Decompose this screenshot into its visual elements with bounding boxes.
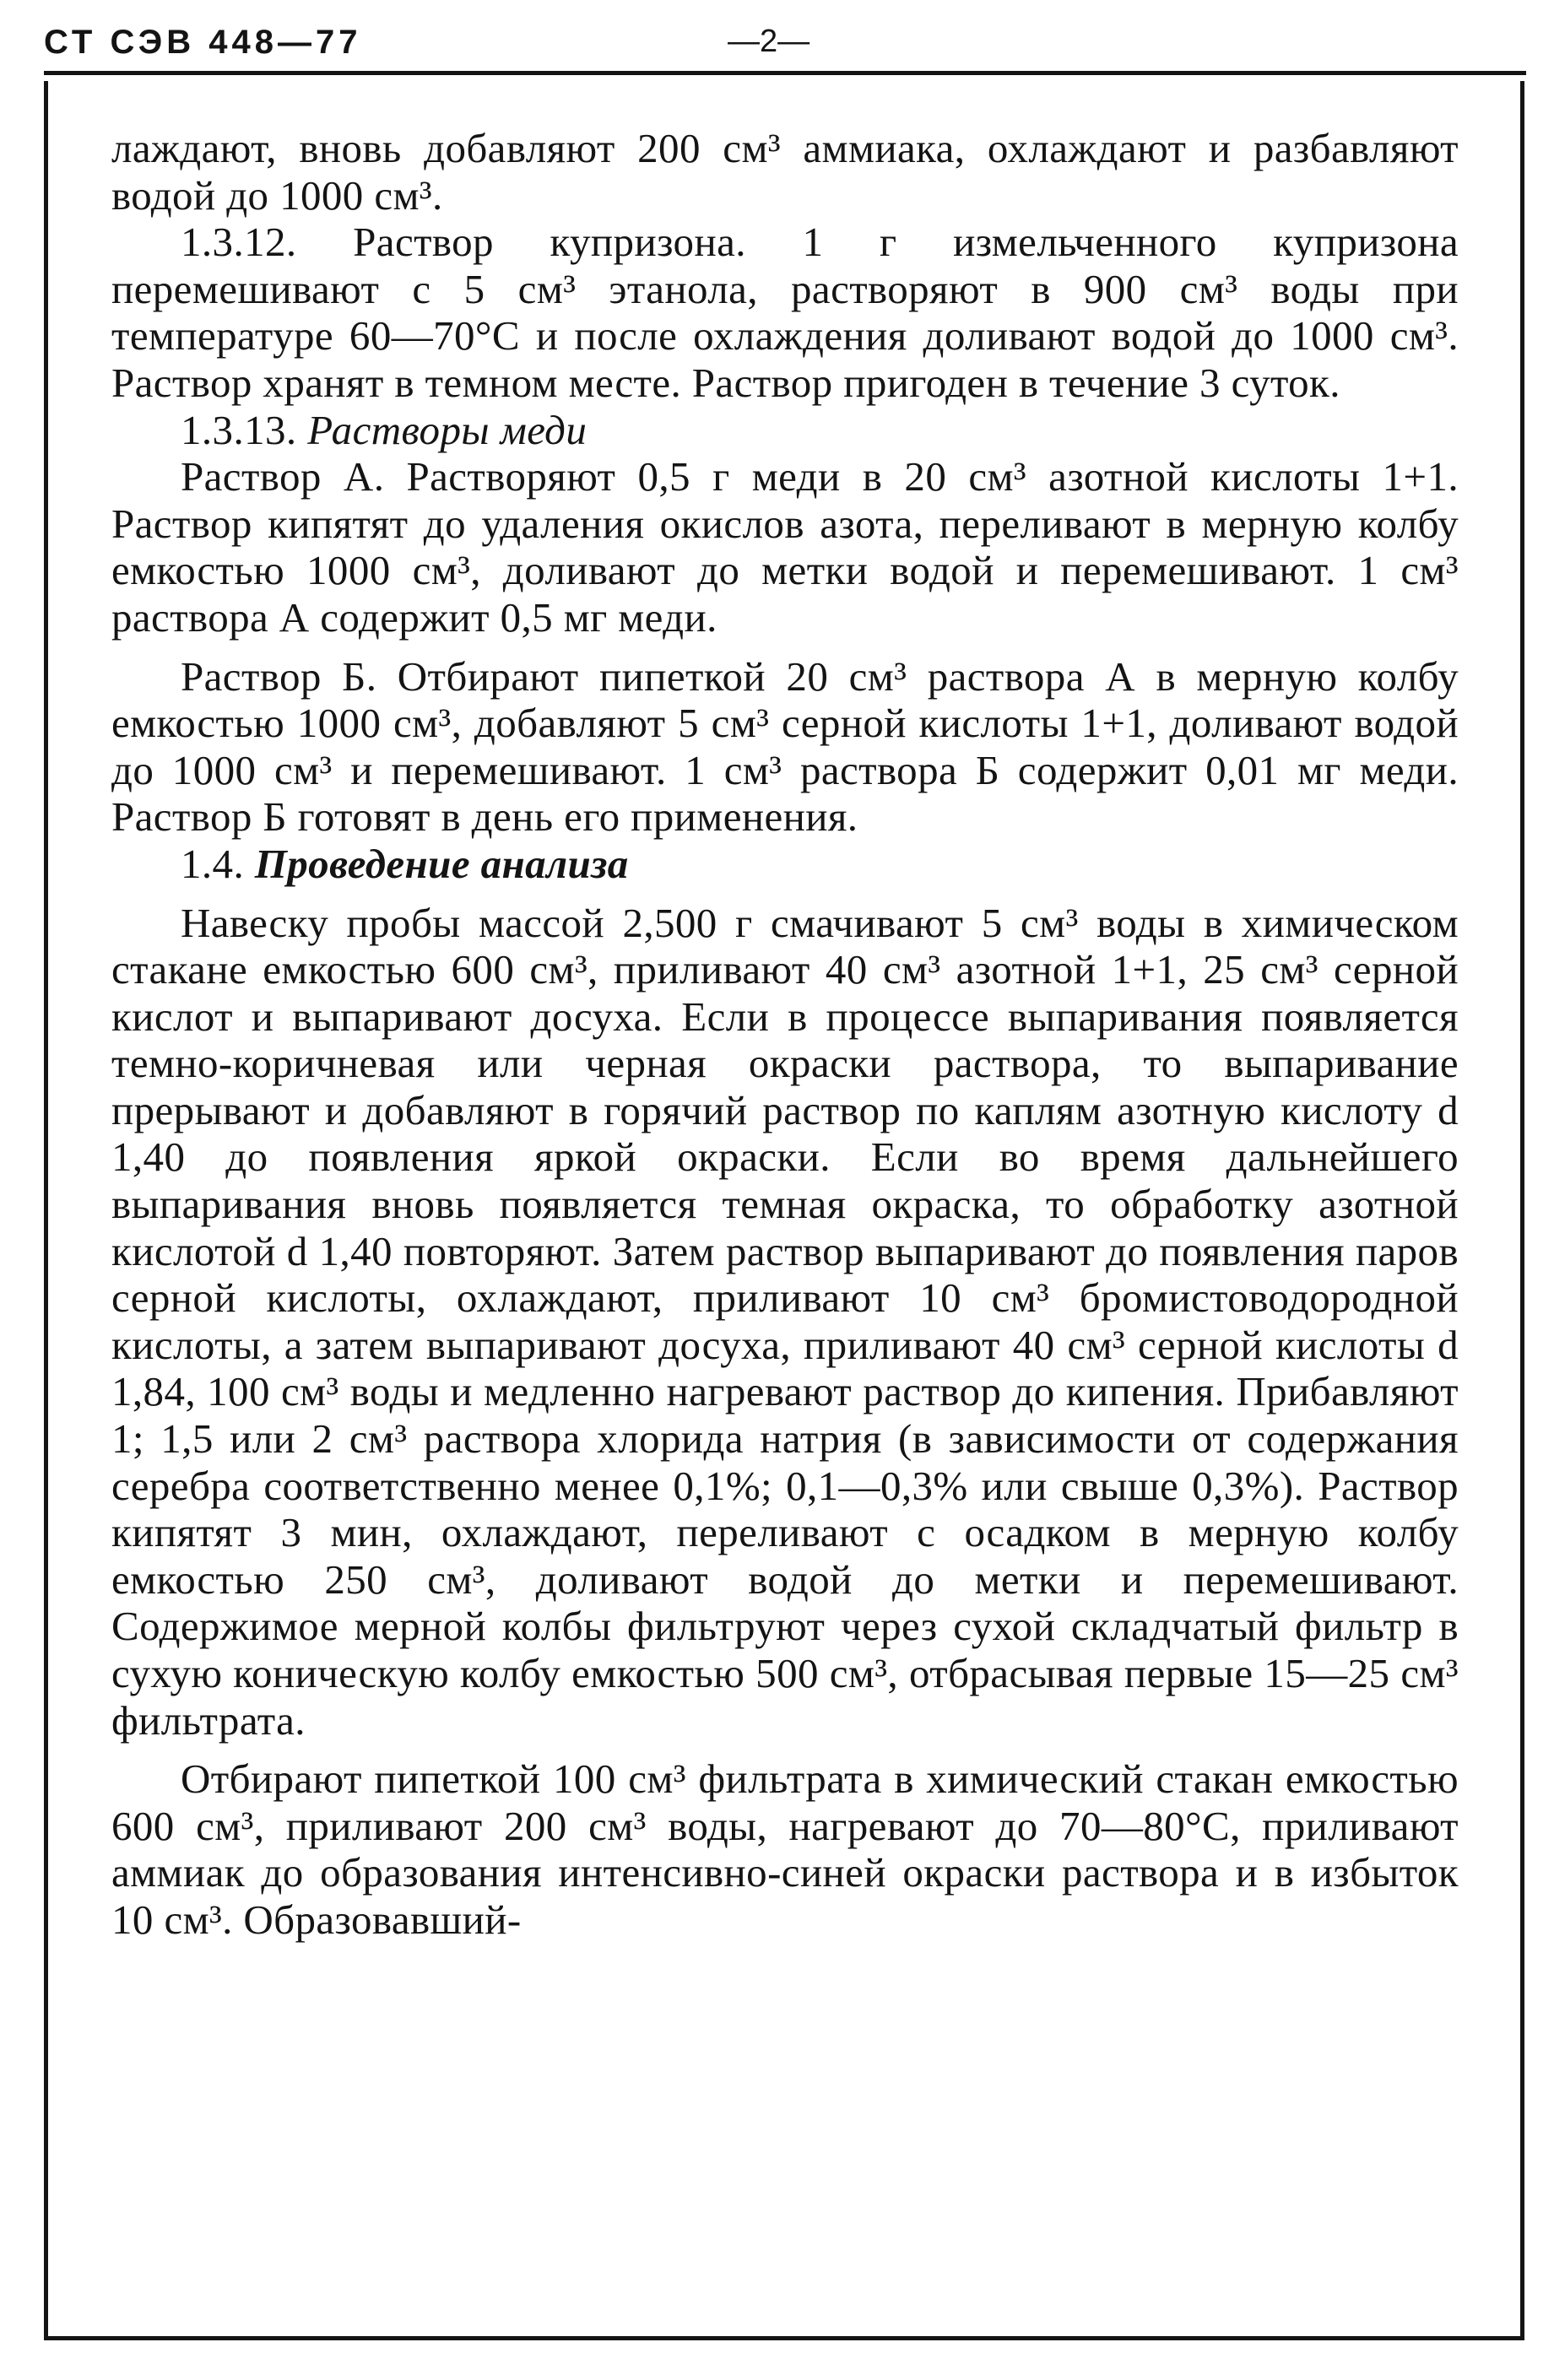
section-title: Проведение анализа — [254, 840, 629, 887]
page-header — [44, 24, 1530, 74]
paragraph: лаждают, вновь добавляют 200 см³ аммиака, охлаждают и разбавляют водой до 1000 см³. — [111, 125, 1459, 219]
page-number: —2— — [728, 24, 810, 59]
paragraph: Навеску пробы массой 2,500 г смачивают 5 см³ воды в химическом стакане емкостью 600 см³, приливают 40 см³ азотной 1+1, 25 см³ серной кислот и выпаривают досуха. Если в процессе выпаривания появляется темно-коричневая или черная окраски раствора, то выпаривание прерывают и добавляют в горячий раствор по каплям азотную кислоту d 1,40 до появления яркой окраски. Если во время дальнейшего выпаривания вновь появляется темная окраска, то обработку азотной кислотой d 1,40 повторяют. Затем раствор выпаривают до появления паров серной кислоты, охлаждают, приливают 10 см³ бромистоводородной кислоты, а затем выпаривают досуха, приливают 40 см³ серной кислоты d 1,84, 100 см³ воды и медленно нагревают раствор до кипения. Прибавляют 1; 1,5 или 2 см³ раствора хлорида натрия (в зависимости от содержания серебра соответственно менее 0,1%; 0,1—0,3% или свыше 0,3%). Раствор кипятят 3 мин, охлаждают, переливают с осадком в мерную колбу емкостью 250 см³, доливают водой до метки и перемешивают. Содержимое мерной колбы фильтруют через сухой складчатый фильтр в сухую коническую колбу емкостью 500 см³, отбрасывая первые 15—25 см³ фильтрата. — [111, 899, 1459, 1744]
section-title: Растворы меди — [307, 406, 587, 453]
section-heading — [111, 407, 1459, 454]
paragraph: Раствор Б. Отбирают пипеткой 20 см³ раствора А в мерную колбу емкостью 1000 см³, добавляют 5 см³ серной кислоты 1+1, доливают водой до 1000 см³ и перемешивают. 1 см³ раствора Б содержит 0,01 мг меди. Раствор Б готовят в день его применения. — [111, 652, 1459, 841]
section-number: 1.4. — [181, 840, 245, 887]
standard-number: СТ СЭВ 448—77 — [44, 24, 362, 61]
header-rule — [44, 71, 1526, 75]
section-heading — [111, 841, 1459, 888]
paragraph: Раствор А. Растворяют 0,5 г меди в 20 см³ азотной кислоты 1+1. Раствор кипятят до удаления окислов азота, переливают в мерную колбу емкостью 1000 см³, доливают до метки водой и перемешивают. 1 см³ раствора А содержит 0,5 мг меди. — [111, 453, 1459, 641]
document-body — [111, 125, 1459, 1944]
paragraph: 1.3.12. Раствор купризона. 1 г измельченного купризона перемешивают с 5 см³ этанола, растворяют в 900 см³ воды при температуре 60—70°С и после охлаждения доливают водой до 1000 см³. Раствор хранят в темном месте. Раствор пригоден в течение 3 суток. — [111, 219, 1459, 406]
section-number: 1.3.13. — [181, 406, 297, 453]
paragraph: Отбирают пипеткой 100 см³ фильтрата в химический стакан емкостью 600 см³, приливают 200 см³ воды, нагревают до 70—80°С, приливают аммиак до образования интенсивно-синей окраски раствора и в избыток 10 см³. Образовавший- — [111, 1755, 1459, 1943]
